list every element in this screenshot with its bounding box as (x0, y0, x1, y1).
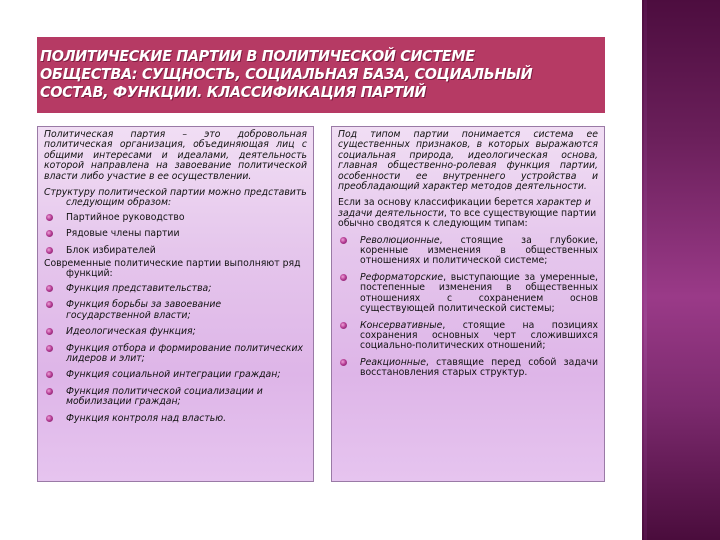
list-item: Партийное руководство (44, 213, 307, 223)
bullet-icon (46, 415, 53, 422)
bullet-icon (46, 214, 53, 221)
list-item: Идеологическая функция; (44, 327, 307, 337)
list-item: Реакционные, ставящие перед собой задачи восстановления старых структур. (338, 358, 598, 379)
list-item: Функция социальной интеграции граждан; (44, 370, 307, 380)
title-line-3: СОСТАВ, ФУНКЦИИ. КЛАССИФИКАЦИЯ ПАРТИЙ (40, 83, 427, 101)
slide-title-bar (37, 37, 605, 113)
list-item: Функция борьбы за завоевание государственной власти; (44, 300, 307, 321)
list-item: Функция представительства; (44, 284, 307, 294)
party-definition: Политическая партия – это добровольная политическая организация, объединяющая лиц с общими интересами и идеалами, деятельность которой направлена на завоевание политической власти либо участие в ее осуществлении. (44, 129, 307, 182)
bullet-icon (46, 388, 53, 395)
bullet-icon (46, 345, 53, 352)
bullet-icon (340, 359, 347, 366)
structure-intro: Структуру политической партии можно представить следующим образом: (44, 187, 307, 209)
title-line-1: ПОЛИТИЧЕСКИЕ ПАРТИИ В ПОЛИТИЧЕСКОЙ СИСТЕМЕ (40, 47, 475, 65)
list-item: Реформаторские, выступающие за умеренные, постепенные изменения в общественных отношениях с сохранением основ существующей политической системы; (338, 273, 598, 315)
bullet-icon (340, 322, 347, 329)
list-item: Рядовые члены партии (44, 229, 307, 239)
list-item: Консервативные, стоящие на позициях сохранения основных черт сложившихся социально-политических отношений; (338, 321, 598, 352)
classification-intro: Если за основу классификации берется характер и задачи деятельности, то все существующие партии обычно сводятся к следующим типам: (338, 197, 597, 230)
bullet-icon (46, 247, 53, 254)
left-content-box (37, 126, 314, 482)
party-types-list (338, 236, 598, 379)
slide-title (40, 47, 564, 101)
functions-intro: Современные политические партии выполняют ряд функций: (44, 258, 301, 280)
functions-list (44, 284, 307, 424)
bullet-icon (46, 230, 53, 237)
list-item: Революционные, стоящие за глубокие, коренные изменения в общественных отношениях и политической системе; (338, 236, 598, 267)
bullet-icon (340, 237, 347, 244)
bullet-icon (46, 371, 53, 378)
right-content-box (331, 126, 605, 482)
type-definition: Под типом партии понимается система ее существенных признаков, в которых выражаются социальная природа, идеологическая основа, главная общественно-ролевая функция партии, особенности ее внутреннего устройства и преобладающий характер методов деятельности. (338, 129, 598, 193)
bullet-icon (46, 301, 53, 308)
bullet-icon (340, 274, 347, 281)
list-item: Блок избирателей (44, 246, 307, 256)
list-item: Функция отбора и формирование политических лидеров и элит; (44, 344, 307, 365)
list-item: Функция политической социализации и мобилизации граждан; (44, 387, 307, 408)
decorative-sidebar (642, 0, 720, 540)
bullet-icon (46, 328, 53, 335)
list-item: Функция контроля над властью. (44, 414, 307, 424)
structure-list (44, 213, 307, 256)
title-line-2: ОБЩЕСТВА: СУЩНОСТЬ, СОЦИАЛЬНАЯ БАЗА, СОЦИАЛЬНЫЙ (40, 65, 533, 83)
bullet-icon (46, 285, 53, 292)
